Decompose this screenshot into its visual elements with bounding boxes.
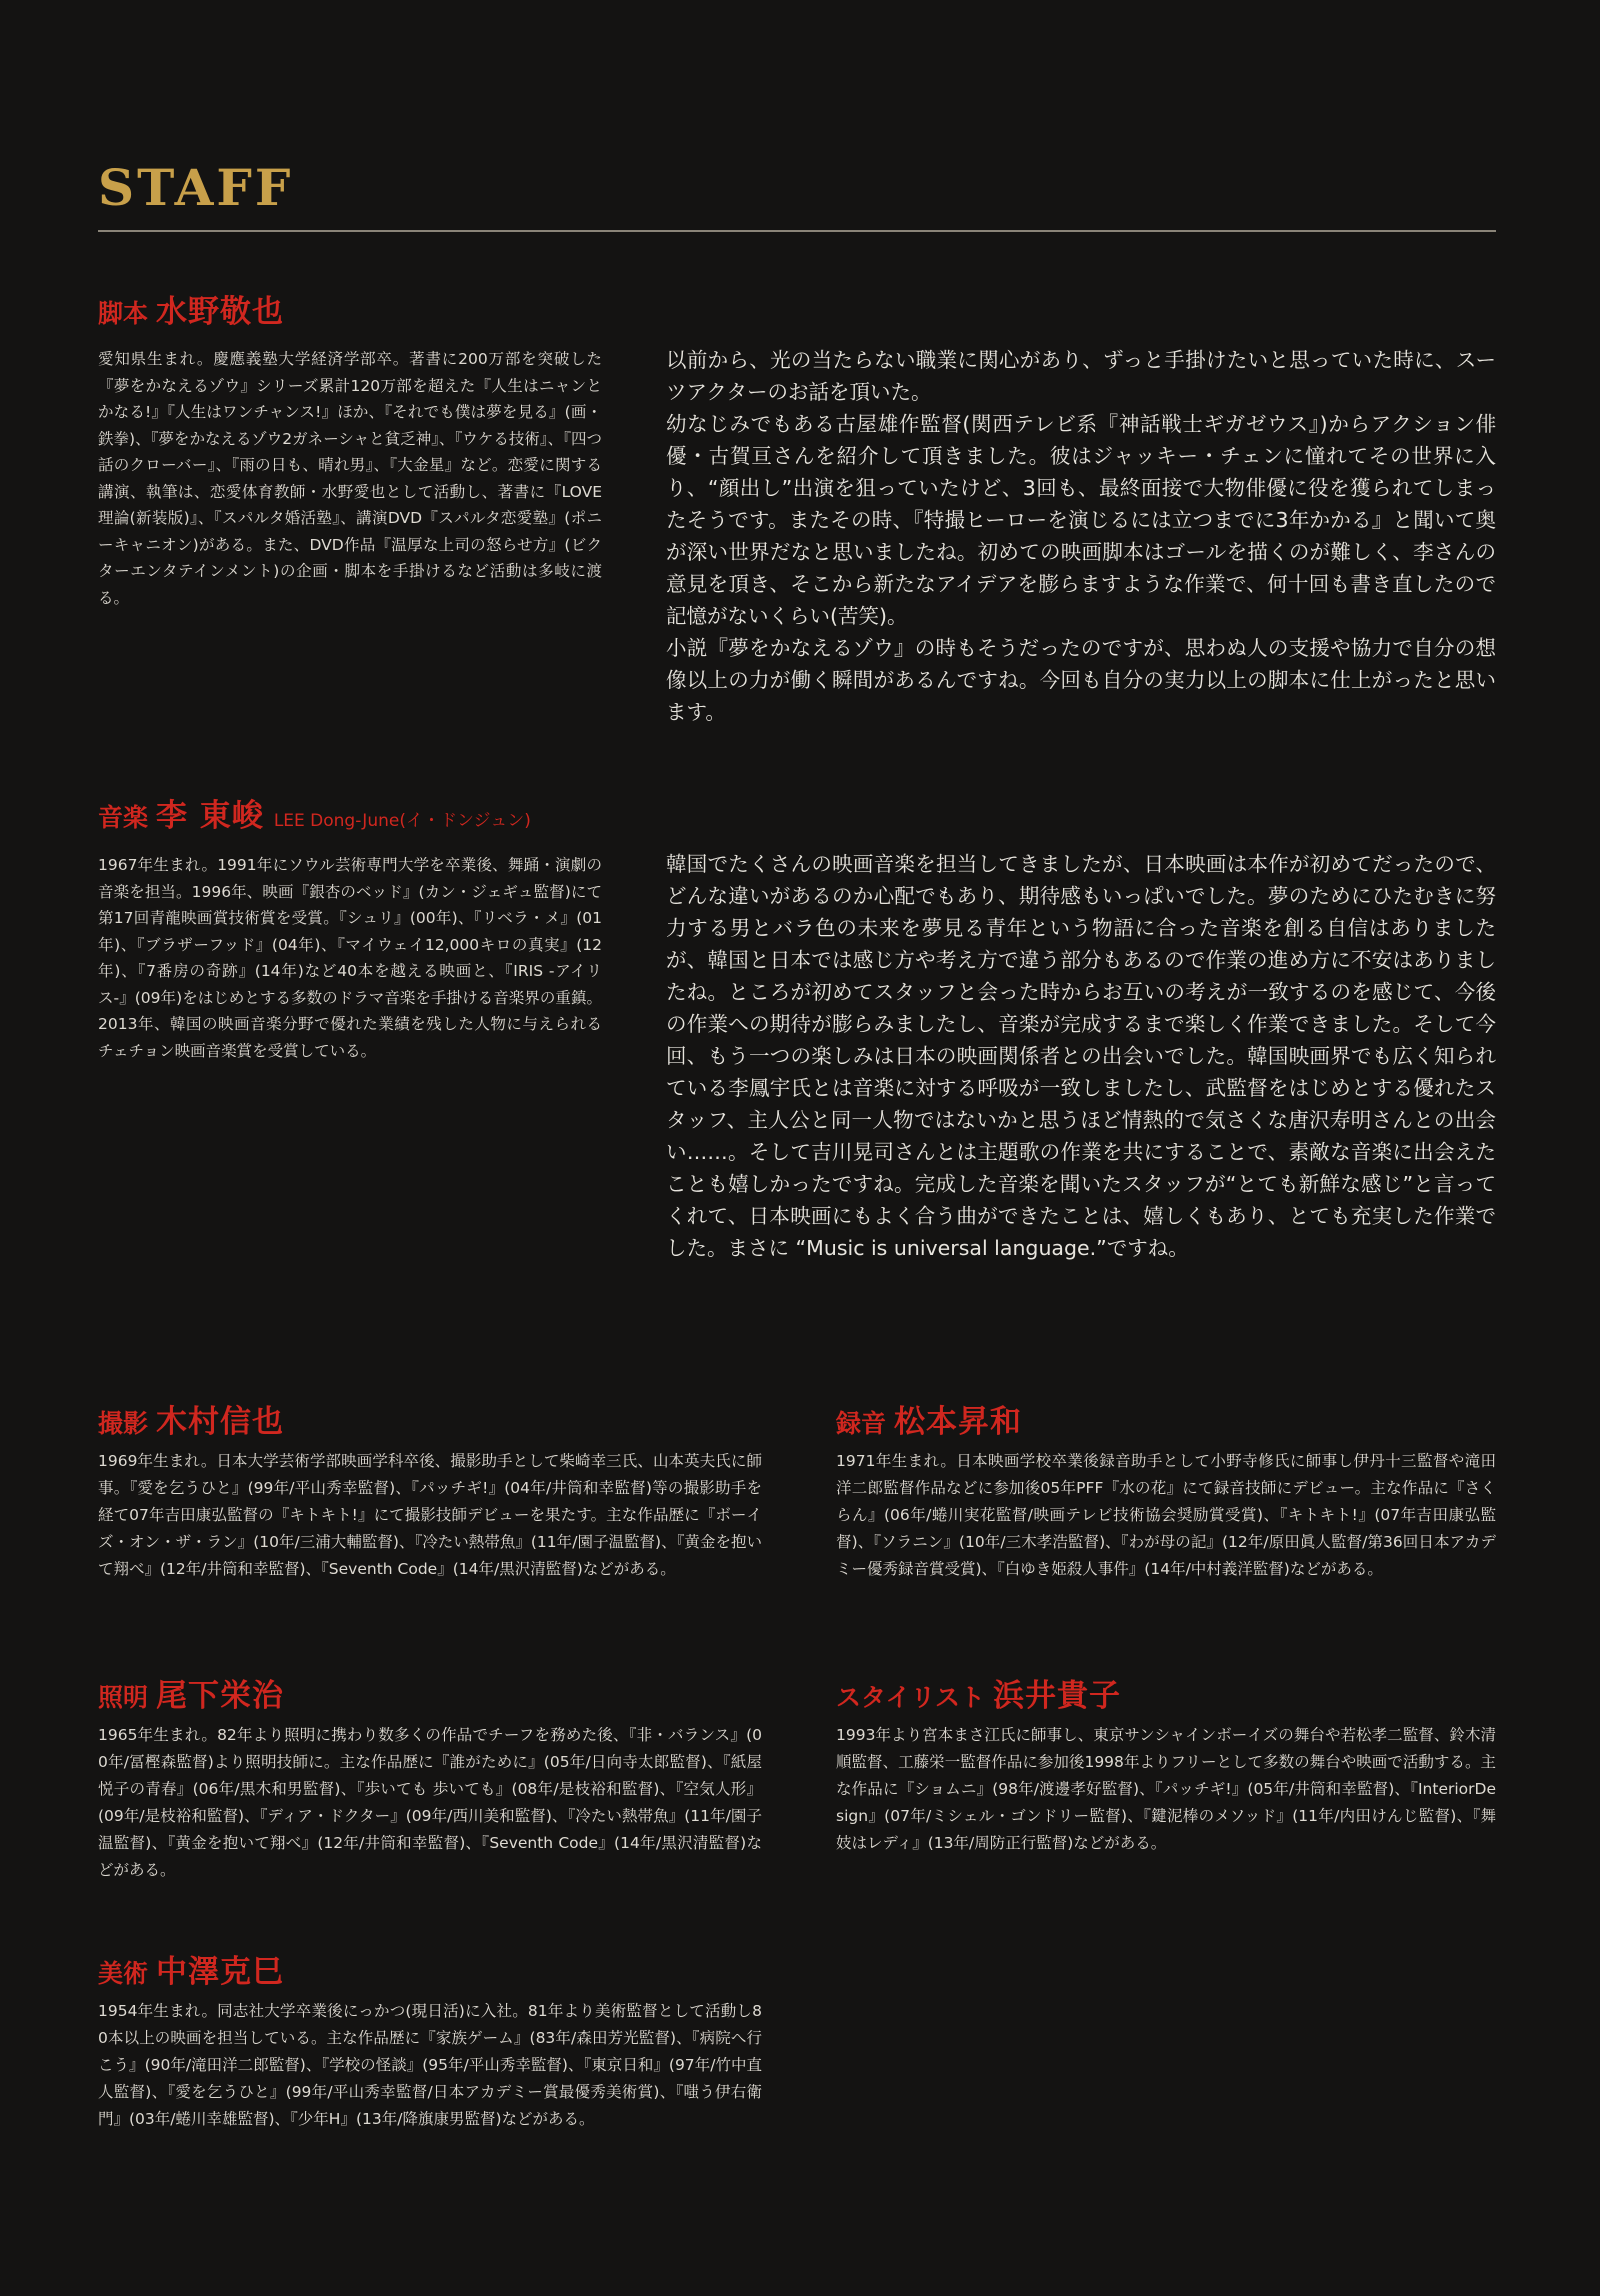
staff-name: 中澤克巳 (156, 1954, 285, 1990)
staff-bio-lighting: 1965年生まれ。82年より照明に携わり数多くの作品でチーフを務めた後、『非・バランス』(00年/冨樫森監督)より照明技師に。主な作品歴に『誰がために』(05年/日向寺太郎監督)、『紙屋悦子の青春』(06年/黒木和男監督)、『歩いても 歩いても』(08年/是枝裕和監督)、『空気人形』(09年/是枝裕和監督)、『ディア・ドクター』(09年/西川美和監督)、『冷たい熱帯魚』(11年/園子温監督)、『黄金を抱いて翔べ』(12年/井筒和幸監督)、『Seventh Code』(14年/黒沢清監督)などがある。 (98, 1726, 762, 1879)
staff-role: 美術 (98, 1959, 149, 1988)
staff-name: 木村信也 (156, 1404, 285, 1440)
staff-heading-music (98, 790, 531, 835)
staff-name: 水野敬也 (156, 294, 285, 330)
staff-bio-cinematography: 1969年生まれ。日本大学芸術学部映画学科卒後、撮影助手として柴崎幸三氏、山本英夫氏に師事。『愛を乞うひと』(99年/平山秀幸監督)、『パッチギ!』(04年/井筒和幸監督)等の撮影助手を経て07年吉田康弘監督の『キトキト!』にて撮影技師デビューを果たす。主な作品歴に『ボーイズ・オン・ザ・ラン』(10年/三浦大輔監督)、『冷たい熱帯魚』(11年/園子温監督)、『黄金を抱いて翔べ』(12年/井筒和幸監督)、『Seventh Code』(14年/黒沢清監督)などがある。 (98, 1452, 762, 1578)
staff-name: 李 東峻 (156, 798, 264, 834)
staff-bio-screenplay: 愛知県生まれ。慶應義塾大学経済学部卒。著書に200万部を突破した『夢をかなえるゾウ』シリーズ累計120万部を超えた『人生はニャンとかなる!』『人生はワンチャンス!』ほか、『それでも僕は夢を見る』(画・鉄拳)、『夢をかなえるゾウ2ガネーシャと貧乏神』、『ウケる技術』、『四つ話のクローバー』、『雨の日も、晴れ男』、『大金星』など。恋愛に関する講演、執筆は、恋愛体育教師・水野愛也として活動し、著書に『LOVE理論(新装版)』、『スパルタ婚活塾』、講演DVD『スパルタ恋愛塾』(ポニーキャニオン)がある。また、DVD作品『温厚な上司の怒らせ方』(ビクターエンタテインメント)の企画・脚本を手掛けるなど活動は多岐に渡る。 (98, 350, 602, 607)
staff-bio-music: 1967年生まれ。1991年にソウル芸術専門大学を卒業後、舞踊・演劇の音楽を担当。1996年、映画『銀杏のベッド』(カン・ジェギュ監督)にて第17回青龍映画賞技術賞を受賞。『シュリ』(00年)、『リベラ・メ』(01年)、『ブラザーフッド』(04年)、『マイウェイ12,000キロの真実』(12年)、『7番房の奇跡』(14年)など40本を越える映画と、『IRIS -アイリス-』(09年)をはじめとする多数のドラマ音楽を手掛ける音楽界の重鎮。2013年、韓国の映画音楽分野で優れた業績を残した人物に与えられるチェチョン映画音楽賞を受賞している。 (98, 856, 602, 1060)
staff-heading-art (98, 1946, 284, 1991)
staff-heading-lighting (98, 1670, 284, 1715)
staff-heading-cinematography (98, 1396, 284, 1441)
title-divider (98, 230, 1496, 232)
staff-bio-sound: 1971年生まれ。日本映画学校卒業後録音助手として小野寺修氏に師事し伊丹十三監督や滝田洋二郎監督作品などに参加後05年PFF『水の花』にて録音技師にデビュー。主な作品に『さくらん』(06年/蜷川実花監督/映画テレビ技術協会奨励賞受賞)、『キトキト!』(07年吉田康弘監督)、『ソラニン』(10年/三木孝浩監督)、『わが母の記』(12年/原田眞人監督/第36回日本アカデミー優秀録音賞受賞)、『白ゆき姫殺人事件』(14年/中村義洋監督)などがある。 (836, 1452, 1496, 1578)
page-title: STAFF (98, 158, 294, 217)
staff-role: 撮影 (98, 1409, 149, 1438)
staff-role: スタイリスト (836, 1683, 986, 1712)
staff-name: 松本昇和 (894, 1404, 1023, 1440)
staff-bio-stylist: 1993年より宮本まさ江氏に師事し、東京サンシャインボーイズの舞台や若松孝二監督、鈴木清順監督、工藤栄一監督作品に参加後1998年よりフリーとして多数の舞台や映画で活動する。主な作品に『ショムニ』(98年/渡邊孝好監督)、『パッチギ!』(05年/井筒和幸監督)、『InteriorDesign』(07年/ミシェル・ゴンドリー監督)、『鍵泥棒のメソッド』(11年/内田けんじ監督)、『舞妓はレディ』(13年/周防正行監督)などがある。 (836, 1726, 1496, 1852)
staff-heading-screenplay (98, 286, 284, 331)
staff-comment-music: 韓国でたくさんの映画音楽を担当してきましたが、日本映画は本作が初めてだったので、どんな違いがあるのか心配でもあり、期待感もいっぱいでした。夢のためにひたむきに努力する男とバラ色の未来を夢見る青年という物語に合った音楽を創る自信はありましたが、韓国と日本では感じ方や考え方で違う部分もあるので作業の進め方に不安はありましたね。ところが初めてスタッフと会った時からお互いの考えが一致するのを感じて、今後の作業への期待が膨らみましたし、音楽が完成するまで楽しく作業できました。そして今回、もう一つの楽しみは日本の映画関係者との出会いでした。韓国映画界でも広く知られている李鳳宇氏とは音楽に対する呼吸が一致しましたし、武監督をはじめとする優れたスタッフ、主人公と同一人物ではないかと思うほど情熱的で気さくな唐沢寿明さんとの出会い……。そして吉川晃司さんとは主題歌の作業を共にすることで、素敵な音楽に出会えたことも嬉しかったですね。完成した音楽を聞いたスタッフが“とても新鮮な感じ”と言ってくれて、日本映画にもよく合う曲ができたことは、嬉しくもあり、とても充実した作業でした。まさに “Music is universal language.”ですね。 (666, 852, 1496, 1260)
staff-name: 尾下栄治 (156, 1678, 285, 1714)
staff-role: 脚本 (98, 299, 149, 328)
staff-name-romanized: LEE Dong-June(イ・ドンジュン) (273, 811, 531, 831)
staff-role: 音楽 (98, 803, 149, 832)
staff-bio-art: 1954年生まれ。同志社大学卒業後にっかつ(現日活)に入社。81年より美術監督として活動し80本以上の映画を担当している。主な作品歴に『家族ゲーム』(83年/森田芳光監督)、『病院へ行こう』(90年/滝田洋二郎監督)、『学校の怪談』(95年/平山秀幸監督)、『東京日和』(97年/竹中直人監督)、『愛を乞うひと』(99年/平山秀幸監督/日本アカデミー賞最優秀美術賞)、『嗤う伊右衛門』(03年/蜷川幸雄監督)、『少年H』(13年/降旗康男監督)などがある。 (98, 2002, 762, 2128)
staff-role: 照明 (98, 1683, 149, 1712)
staff-comment-screenplay: 以前から、光の当たらない職業に関心があり、ずっと手掛けたいと思っていた時に、スーツアクターのお話を頂いた。 幼なじみでもある古屋雄作監督(関西テレビ系『神話戦士ギガゼウス』)からアクション俳優・古賀亘さんを紹介して頂きました。彼はジャッキー・チェンに憧れてその世界に入り、“顔出し”出演を狙っていたけど、3回も、最終面接で大物俳優に役を獲られてしまったそうです。またその時、『特撮ヒーローを演じるには立つまでに3年かかる』と聞いて奥が深い世界だなと思いましたね。初めての映画脚本はゴールを描くのが難しく、李さんの意見を頂き、そこから新たなアイデアを膨らますような作業で、何十回も書き直したので記憶がないくらい(苦笑)。 小説『夢をかなえるゾウ』の時もそうだったのですが、思わぬ人の支援や協力で自分の想像以上の力が働く瞬間があるんですね。今回も自分の実力以上の脚本に仕上がったと思います。 (666, 348, 1496, 724)
staff-heading-stylist (836, 1670, 1121, 1715)
staff-name: 浜井貴子 (993, 1678, 1122, 1714)
staff-heading-sound (836, 1396, 1022, 1441)
staff-role: 録音 (836, 1409, 887, 1438)
